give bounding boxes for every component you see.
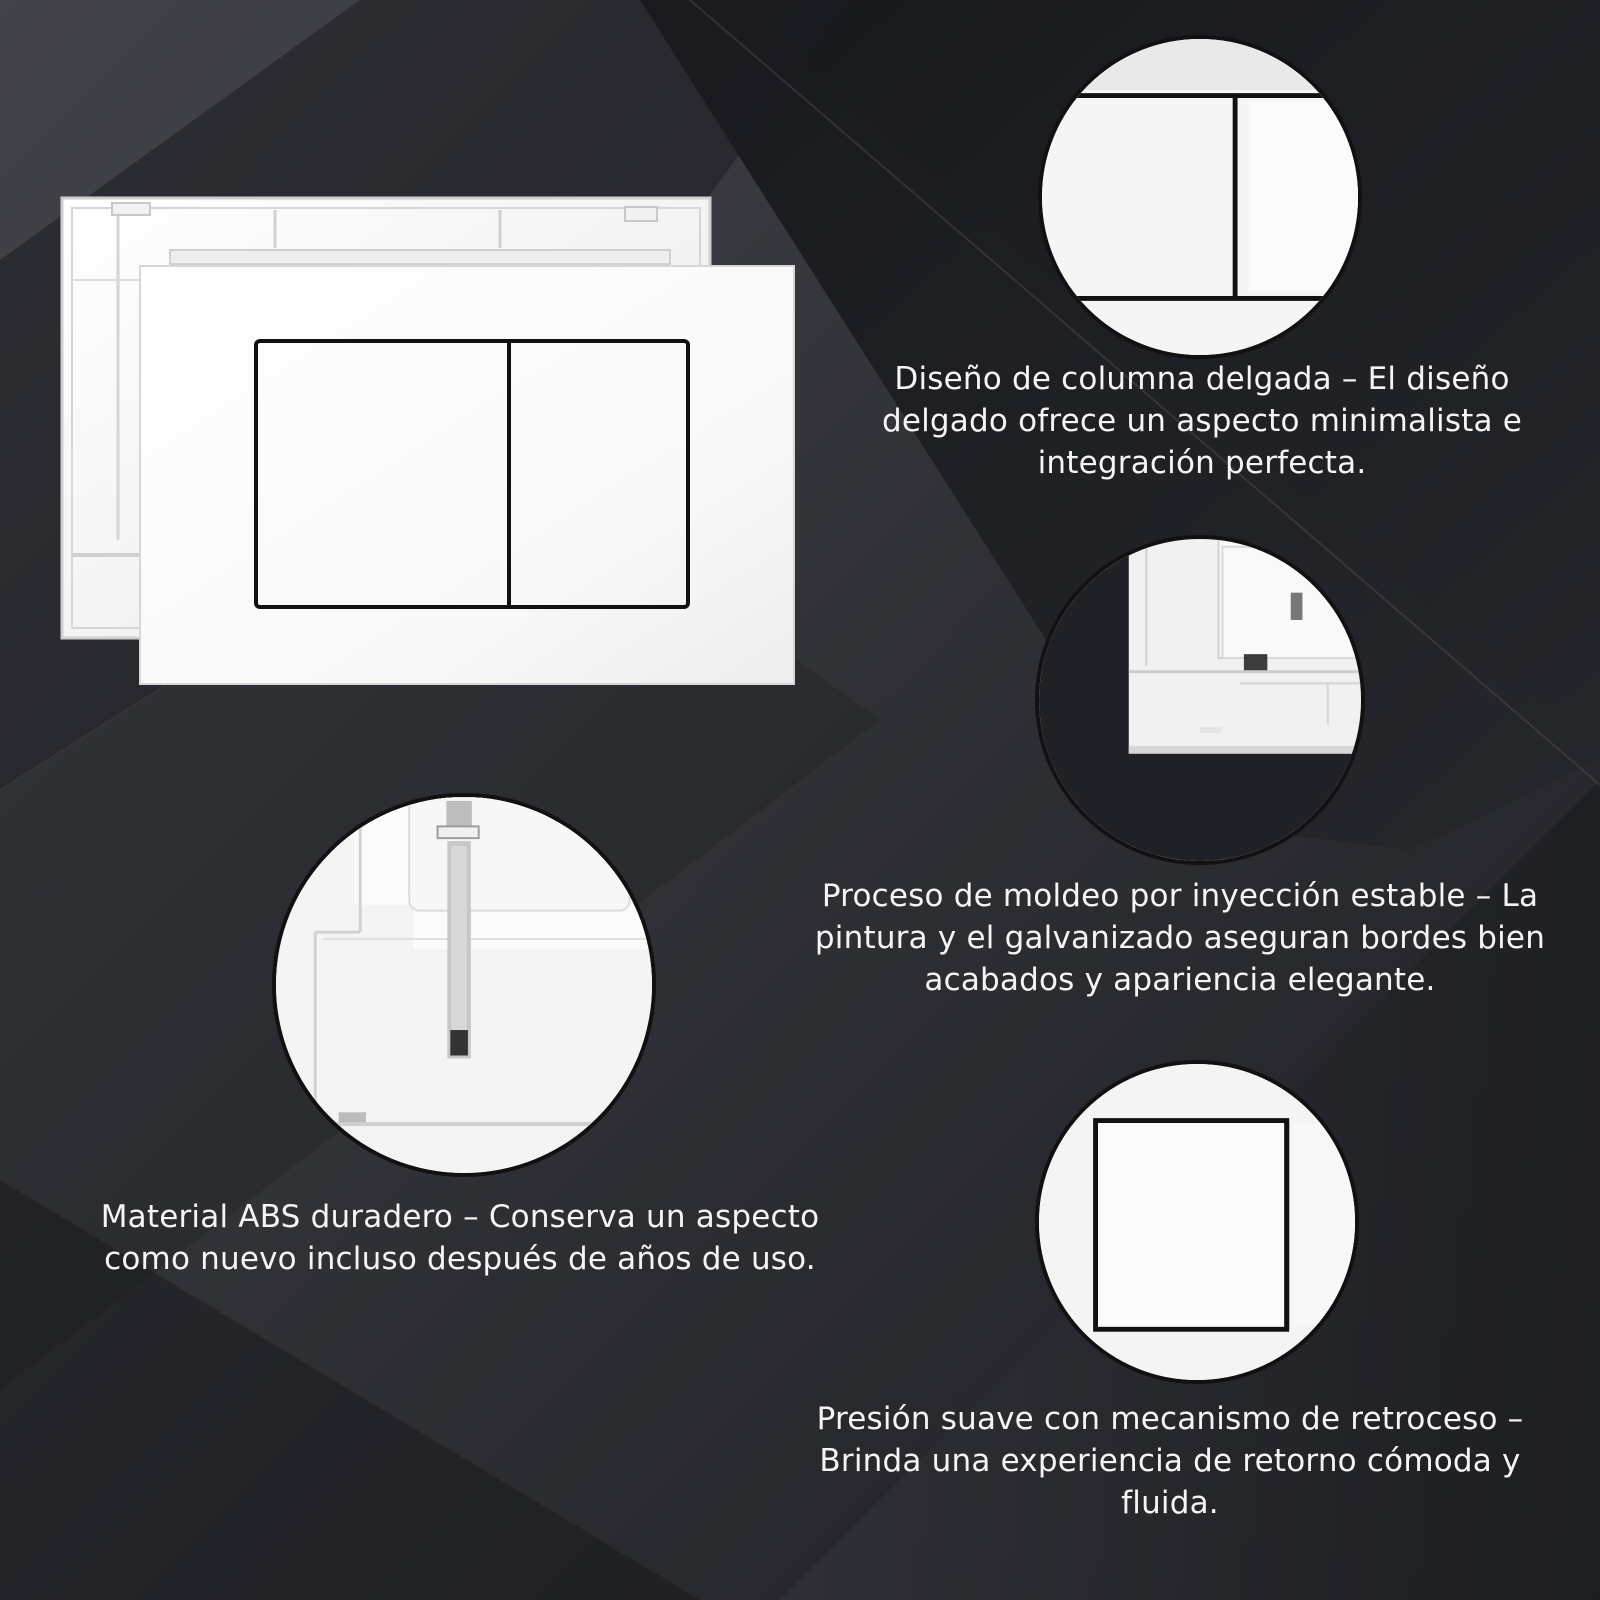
slim-column-detail-circle <box>1038 35 1362 359</box>
abs-material-detail-circle <box>272 793 656 1177</box>
injection-molding-caption: Proceso de moldeo por inyección estable – La pintura y el galvanizado aseguran bordes bien acabados y apariencia elegante. <box>814 878 1546 998</box>
button-press-icon <box>1039 1064 1355 1380</box>
soft-press-caption: Presión suave con mecanismo de retroceso – Brinda una experiencia de retorno cómoda y fluida. <box>816 1401 1524 1521</box>
frame-corner-icon <box>1039 539 1361 861</box>
button-detail-icon <box>1042 39 1358 355</box>
slim-column-caption: Diseño de columna delgada – El diseño delgado ofrece un aspecto minimalista e integración perfecta. <box>881 361 1523 481</box>
injection-molding-detail-circle <box>1035 535 1365 865</box>
clip-detail-icon <box>276 797 652 1173</box>
soft-press-detail-circle <box>1035 1060 1359 1384</box>
abs-material-caption: Material ABS duradero – Conserva un aspecto como nuevo incluso después de años de uso. <box>100 1199 820 1277</box>
